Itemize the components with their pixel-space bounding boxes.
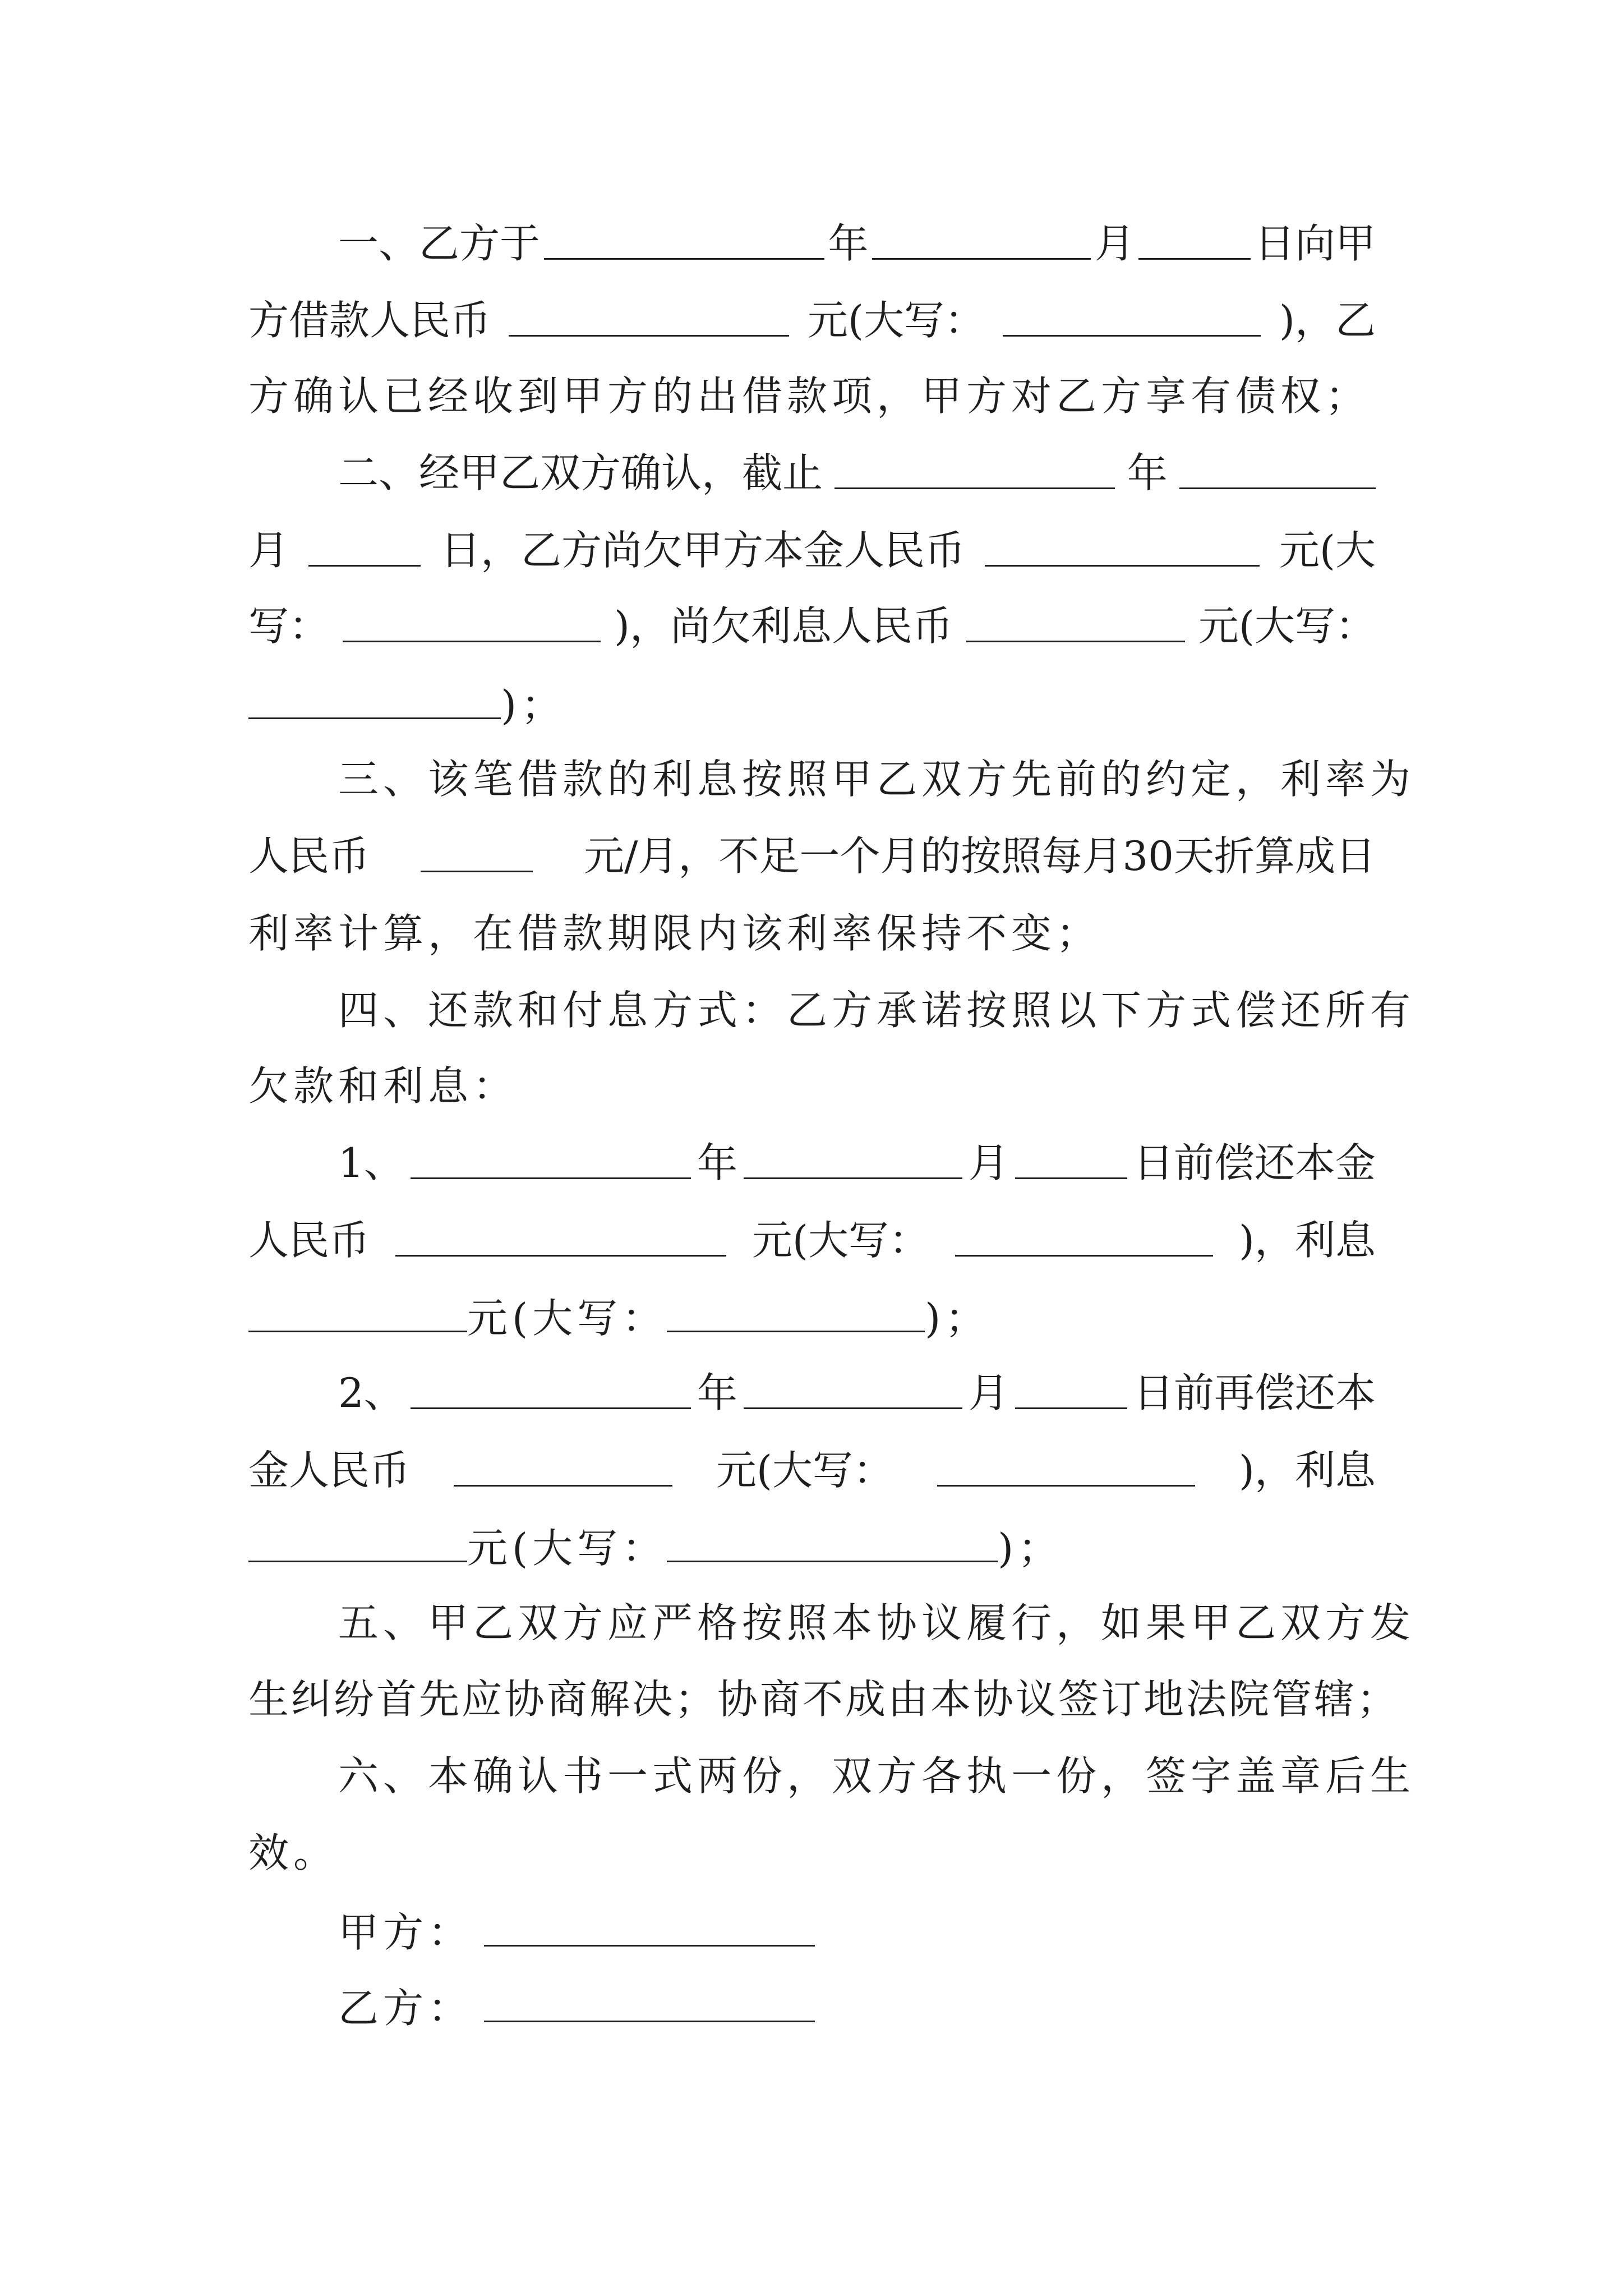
text-seg: 1、 [338,1139,404,1186]
blank-field[interactable] [395,1220,726,1257]
blank-field[interactable] [744,1143,962,1179]
text-seg: 元(大写： [467,1525,667,1572]
text-seg: 方借款人民币 [248,297,491,344]
clause-4-item-1-line-2 [248,1217,1376,1264]
clause-5-line-2 [248,1676,1400,1723]
clause-4-item-1-line-3 [248,1295,990,1342]
text-seg: 元(大 [1279,527,1376,574]
text-seg: 人民币 [248,1217,370,1264]
text-seg: 日，乙方尚欠甲方本金人民币 [440,527,965,574]
blank-field[interactable] [985,530,1260,567]
text-seg: 元(大写： [716,1447,893,1494]
text-seg: )； [925,1295,990,1342]
text-seg: 元(大写： [807,297,985,344]
clause-4-item-1-line-1 [338,1139,1376,1186]
clause-4-item-2-line-1 [338,1369,1376,1416]
clause-2-line-3 [248,602,1376,650]
blank-field[interactable] [411,1373,691,1409]
text-seg: 生纠纷首先应协商解决；协商不成由本协议签订地法院管辖； [248,1676,1400,1723]
blank-field[interactable] [509,300,789,337]
text-seg: 2、 [338,1369,404,1416]
text-seg: 日向甲 [1254,220,1376,267]
text-seg: 年 [828,220,869,267]
party-b-signature-field[interactable] [484,1986,815,2022]
blank-field[interactable] [834,453,1115,489]
text-seg: 写： [248,602,330,650]
text-seg: )，尚欠利息人民币 [614,602,953,650]
text-seg: 元(大写： [1198,602,1376,650]
text-seg: 月 [1094,220,1135,267]
clause-5-line-1 [338,1599,1415,1646]
blank-field[interactable] [1179,453,1376,489]
clause-6-line-1 [338,1752,1415,1800]
text-seg: 六、本确认书一式两份，双方各执一份，签字盖章后生 [338,1752,1415,1800]
text-seg: 五、甲乙双方应严格按照本协议履行，如果甲乙双方发 [338,1599,1415,1646]
text-seg: 年 [697,1139,737,1186]
blank-field[interactable] [544,223,824,260]
text-seg: 金人民币 [248,1447,411,1494]
text-seg: 利率计算，在借款期限内该利率保持不变； [248,910,1101,957]
text-seg: 日前再偿还本 [1133,1369,1376,1416]
party-a-label: 甲方： [338,1909,473,1956]
text-seg: 一、乙方于 [338,220,541,267]
clause-4-item-2-line-2 [248,1447,1376,1494]
blank-field[interactable] [421,836,533,872]
party-a-signature-field[interactable] [484,1910,815,1947]
text-seg: 效。 [248,1829,339,1876]
blank-field[interactable] [667,1296,925,1332]
clause-4-item-2-line-3 [248,1525,1063,1572]
text-seg: 方确认已经收到甲方的出借款项，甲方对乙方享有债权； [248,372,1371,420]
text-seg: )； [501,682,566,729]
text-seg: 元(大写： [751,1217,929,1264]
clause-1-line-1 [338,220,1376,267]
blank-field[interactable] [411,1143,691,1179]
party-b-label: 乙方： [338,1985,473,2032]
clause-1-line-3 [248,372,1371,420]
text-seg: 四、还款和付息方式：乙方承诺按照以下方式偿还所有 [338,987,1415,1034]
text-seg: )，利息 [1238,1217,1376,1264]
text-seg: 二、经甲乙双方确认，截止 [338,449,823,496]
text-seg: 元(大写： [467,1295,667,1342]
blank-field[interactable] [955,1220,1213,1257]
blank-field[interactable] [1138,223,1251,260]
text-seg: 欠款和利息： [248,1062,518,1110]
clause-2-line-4 [248,682,566,729]
blank-field[interactable] [308,530,421,567]
text-seg: 月 [968,1369,1009,1416]
clause-3-line-1 [338,756,1415,803]
party-a-signature [338,1909,815,1956]
text-seg: 月 [968,1139,1009,1186]
blank-field[interactable] [248,1296,467,1332]
text-seg: 元/月，不足一个月的按照每月30天折算成日 [584,832,1376,880]
text-seg: )； [998,1525,1063,1572]
party-b-signature [338,1985,815,2032]
text-seg: 月 [248,527,289,574]
blank-field[interactable] [966,606,1185,642]
clause-2-line-1 [338,449,1376,496]
blank-field[interactable] [248,1526,467,1562]
blank-field[interactable] [248,683,501,719]
clause-3-line-3 [248,910,1101,957]
blank-field[interactable] [744,1373,962,1409]
clause-6-line-2 [248,1829,339,1876]
clause-3-line-2 [248,832,1376,880]
text-seg: )，利息 [1238,1447,1376,1494]
text-seg: 日前偿还本金 [1133,1139,1376,1186]
clause-4-line-2 [248,1062,518,1110]
clause-2-line-2 [248,527,1376,574]
blank-field[interactable] [454,1450,672,1487]
text-seg: 年 [697,1369,737,1416]
text-seg: )，乙 [1279,297,1376,344]
clause-1-line-2 [248,297,1376,344]
text-seg: 三、该笔借款的利息按照甲乙双方先前的约定，利率为 [338,756,1415,803]
text-seg: 年 [1127,449,1168,496]
blank-field[interactable] [1015,1143,1127,1179]
blank-field[interactable] [1015,1373,1127,1409]
text-seg: 人民币 [248,832,370,880]
blank-field[interactable] [667,1526,998,1562]
blank-field[interactable] [872,223,1091,260]
blank-field[interactable] [343,606,601,642]
clause-4-line-1 [338,987,1415,1034]
blank-field[interactable] [1003,300,1261,337]
blank-field[interactable] [937,1450,1195,1487]
